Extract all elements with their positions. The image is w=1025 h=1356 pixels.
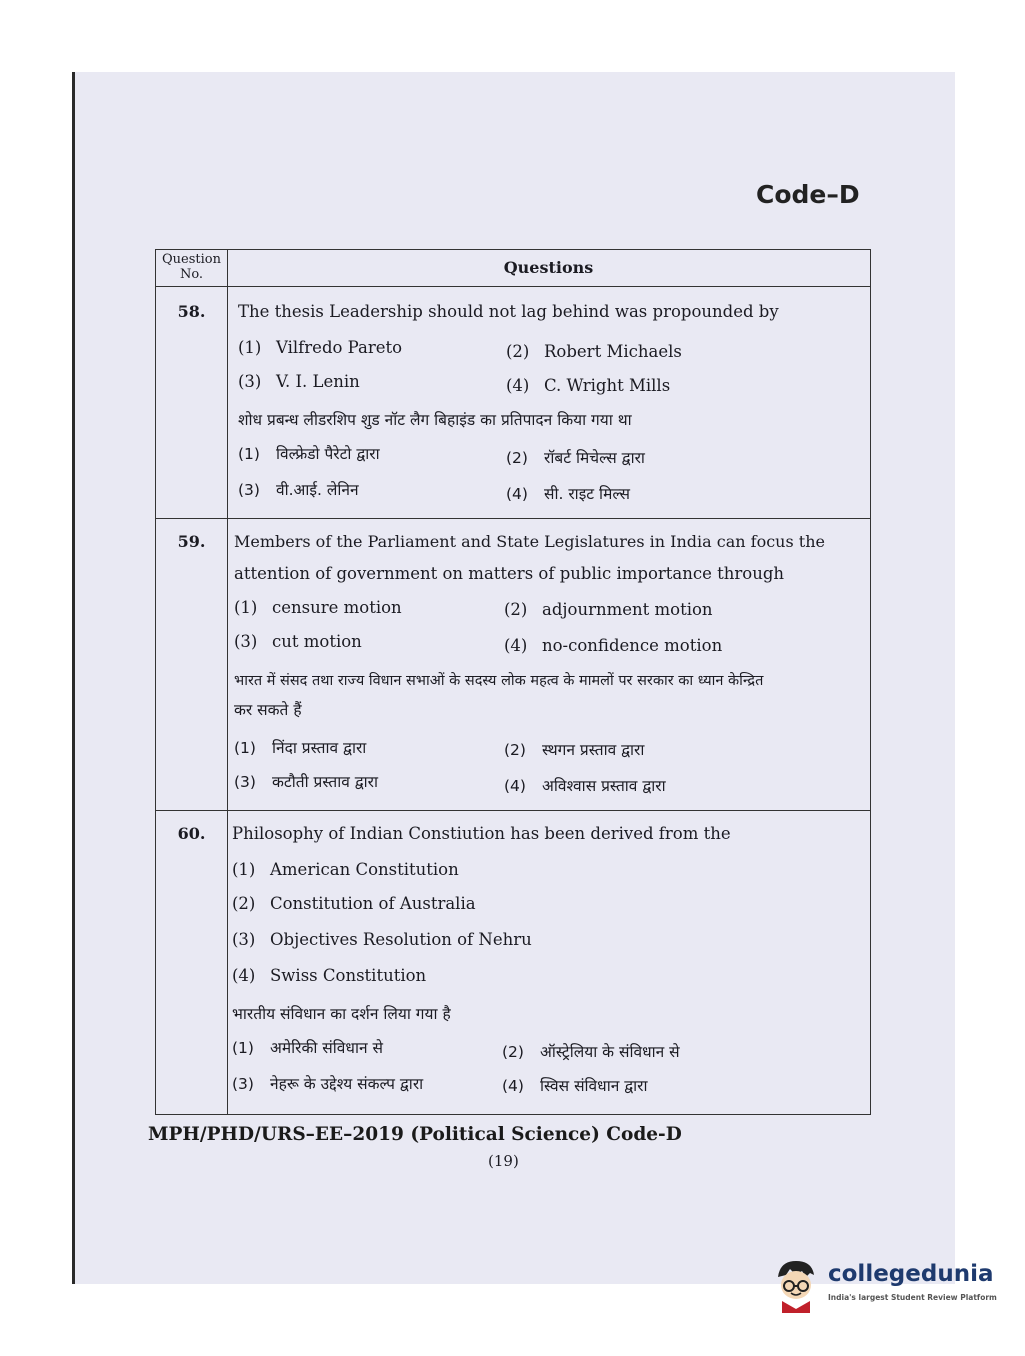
option-hi: (3) वी.आई. लेनिन: [238, 481, 359, 499]
question-text-en: Philosophy of Indian Constiution has been derived from the: [232, 824, 731, 843]
option-hi: (1) अमेरिकी संविधान से: [232, 1039, 383, 1057]
question-text-hi: भारतीय संविधान का दर्शन लिया गया है: [232, 1005, 451, 1023]
question-number: 60.: [177, 824, 206, 843]
question-number: 59.: [177, 532, 206, 551]
option-hi: (2) स्थगन प्रस्ताव द्वारा: [504, 741, 645, 759]
student-mascot-icon: [770, 1257, 822, 1313]
option: (4) Swiss Constitution: [232, 966, 427, 985]
option: (3) cut motion: [234, 632, 362, 651]
option-hi: (4) अविश्वास प्रस्ताव द्वारा: [504, 777, 666, 795]
page-number: (19): [488, 1152, 519, 1170]
watermark-tagline: India's largest Student Review Platform: [828, 1293, 997, 1302]
option: (1) censure motion: [234, 598, 402, 617]
option: (2) Constitution of Australia: [232, 894, 476, 913]
option-hi: (2) रॉबर्ट मिचेल्स द्वारा: [506, 449, 645, 467]
column-header-questions: Questions: [503, 258, 594, 277]
option: (1) American Constitution: [232, 860, 459, 879]
question-text-en: Members of the Parliament and State Legislatures in India can focus the: [234, 532, 825, 551]
option: (4) no-confidence motion: [504, 636, 723, 655]
question-text-en: attention of government on matters of public importance through: [234, 564, 785, 583]
footer-title: MPH/PHD/URS–EE–2019 (Political Science) Code-D: [148, 1124, 682, 1145]
column-header-question-no: Question No.: [162, 252, 221, 282]
question-number: 58.: [177, 302, 206, 321]
question-text-hi: भारत में संसद तथा राज्य विधान सभाओं के सदस्य लोक महत्व के मामलों पर सरकार का ध्यान केन्द्रित: [234, 673, 764, 689]
option-hi: (4) स्विस संविधान द्वारा: [502, 1077, 648, 1095]
option-hi: (1) निंदा प्रस्ताव द्वारा: [234, 739, 367, 757]
option: (2) adjournment motion: [504, 600, 713, 619]
option: (2) Robert Michaels: [506, 342, 682, 361]
row-divider: [156, 810, 870, 811]
row-divider: [156, 518, 870, 519]
option-hi: (4) सी. राइट मिल्स: [506, 485, 630, 503]
question-table: [155, 249, 871, 1115]
option: (3) V. I. Lenin: [238, 372, 360, 391]
option-hi: (3) कटौती प्रस्ताव द्वारा: [234, 773, 379, 791]
option-hi: (1) विल्फ्रेडो पैरेटो द्वारा: [238, 445, 380, 463]
option: (3) Objectives Resolution of Nehru: [232, 930, 532, 949]
question-text-hi: शोध प्रबन्ध लीडरशिप शुड नॉट लैग बिहाइंड का प्रतिपादन किया गया था: [238, 411, 632, 429]
paper-code: Code–D: [756, 180, 860, 209]
watermark-brand: collegedunia: [828, 1261, 994, 1287]
option-hi: (3) नेहरू के उद्देश्य संकल्प द्वारा: [232, 1075, 424, 1093]
question-text-hi: कर सकते हैं: [234, 701, 302, 719]
header-divider: [156, 286, 870, 287]
option: (1) Vilfredo Pareto: [238, 338, 403, 357]
watermark-logo: [770, 1257, 1000, 1317]
option-hi: (2) ऑस्ट्रेलिया के संविधान से: [502, 1043, 680, 1061]
option: (4) C. Wright Mills: [506, 376, 671, 395]
question-text-en: The thesis Leadership should not lag behind was propounded by: [238, 302, 779, 321]
column-divider: [227, 250, 228, 1114]
